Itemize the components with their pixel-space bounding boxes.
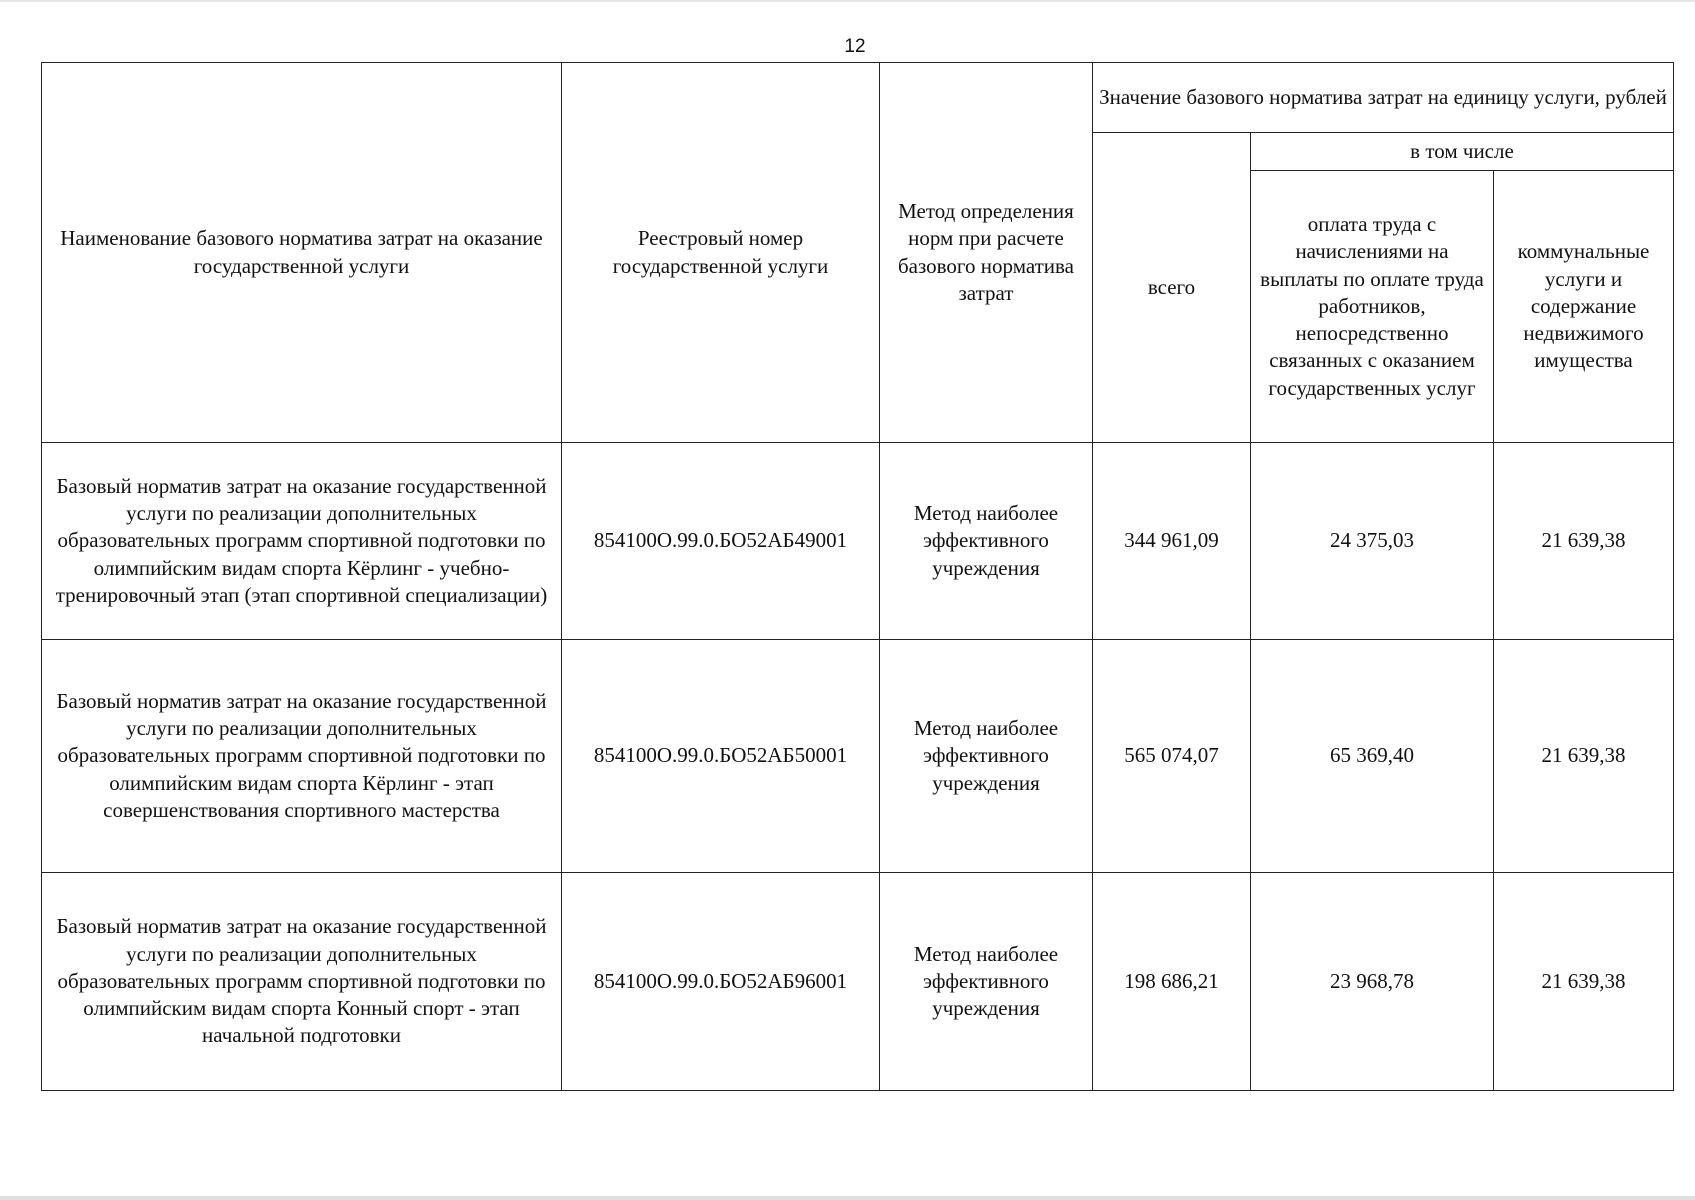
scan-top-edge: [0, 0, 1695, 2]
cell-name: Базовый норматив затрат на оказание государственной услуги по реализации дополнительных образовательных программ спортивной подготовки по олимпийским видам спорта Кёрлинг - этап совершенствования спортивного мастерства: [42, 640, 562, 873]
page-number: 12: [844, 36, 866, 57]
header-method: Метод определения норм при расчете базового норматива затрат: [880, 63, 1093, 443]
cell-name: Базовый норматив затрат на оказание государственной услуги по реализации дополнительных образовательных программ спортивной подготовки по олимпийским видам спорта Кёрлинг - учебно-тренировочный этап (этап спортивной специализации): [42, 443, 562, 640]
cell-utilities: 21 639,38: [1494, 443, 1674, 640]
cell-total: 565 074,07: [1093, 640, 1251, 873]
cell-registry: 854100О.99.0.БО52АБ50001: [562, 640, 880, 873]
cell-utilities: 21 639,38: [1494, 873, 1674, 1091]
table-row: [42, 873, 1674, 1091]
cell-name: Базовый норматив затрат на оказание государственной услуги по реализации дополнительных образовательных программ спортивной подготовки по олимпийским видам спорта Конный спорт - этап начальной подготовки: [42, 873, 562, 1091]
cell-labor: 24 375,03: [1251, 443, 1494, 640]
header-registry: Реестровый номер государственной услуги: [562, 63, 880, 443]
cell-total: 198 686,21: [1093, 873, 1251, 1091]
cell-registry: 854100О.99.0.БО52АБ49001: [562, 443, 880, 640]
header-total: всего: [1093, 133, 1251, 443]
header-including: в том числе: [1251, 133, 1674, 171]
scan-bottom-edge: [0, 1196, 1695, 1200]
header-name: Наименование базового норматива затрат на оказание государственной услуги: [42, 63, 562, 443]
header-utilities: коммунальные услуги и содержание недвижимого имущества: [1494, 171, 1674, 443]
cell-method: Метод наиболее эффективного учреждения: [880, 640, 1093, 873]
cell-method: Метод наиболее эффективного учреждения: [880, 443, 1093, 640]
table-row: [42, 443, 1674, 640]
cell-total: 344 961,09: [1093, 443, 1251, 640]
cell-registry: 854100О.99.0.БО52АБ96001: [562, 873, 880, 1091]
header-row-top: [42, 63, 1674, 133]
header-labor: оплата труда с начислениями на выплаты по оплате труда работников, непосредственно связанных с оказанием государственных услуг: [1251, 171, 1494, 443]
table-row: [42, 640, 1674, 873]
cell-labor: 23 968,78: [1251, 873, 1494, 1091]
cell-utilities: 21 639,38: [1494, 640, 1674, 873]
cell-method: Метод наиболее эффективного учреждения: [880, 873, 1093, 1091]
header-value-group: Значение базового норматива затрат на единицу услуги, рублей: [1093, 63, 1674, 133]
cost-norms-table: [41, 62, 1674, 1091]
cell-labor: 65 369,40: [1251, 640, 1494, 873]
